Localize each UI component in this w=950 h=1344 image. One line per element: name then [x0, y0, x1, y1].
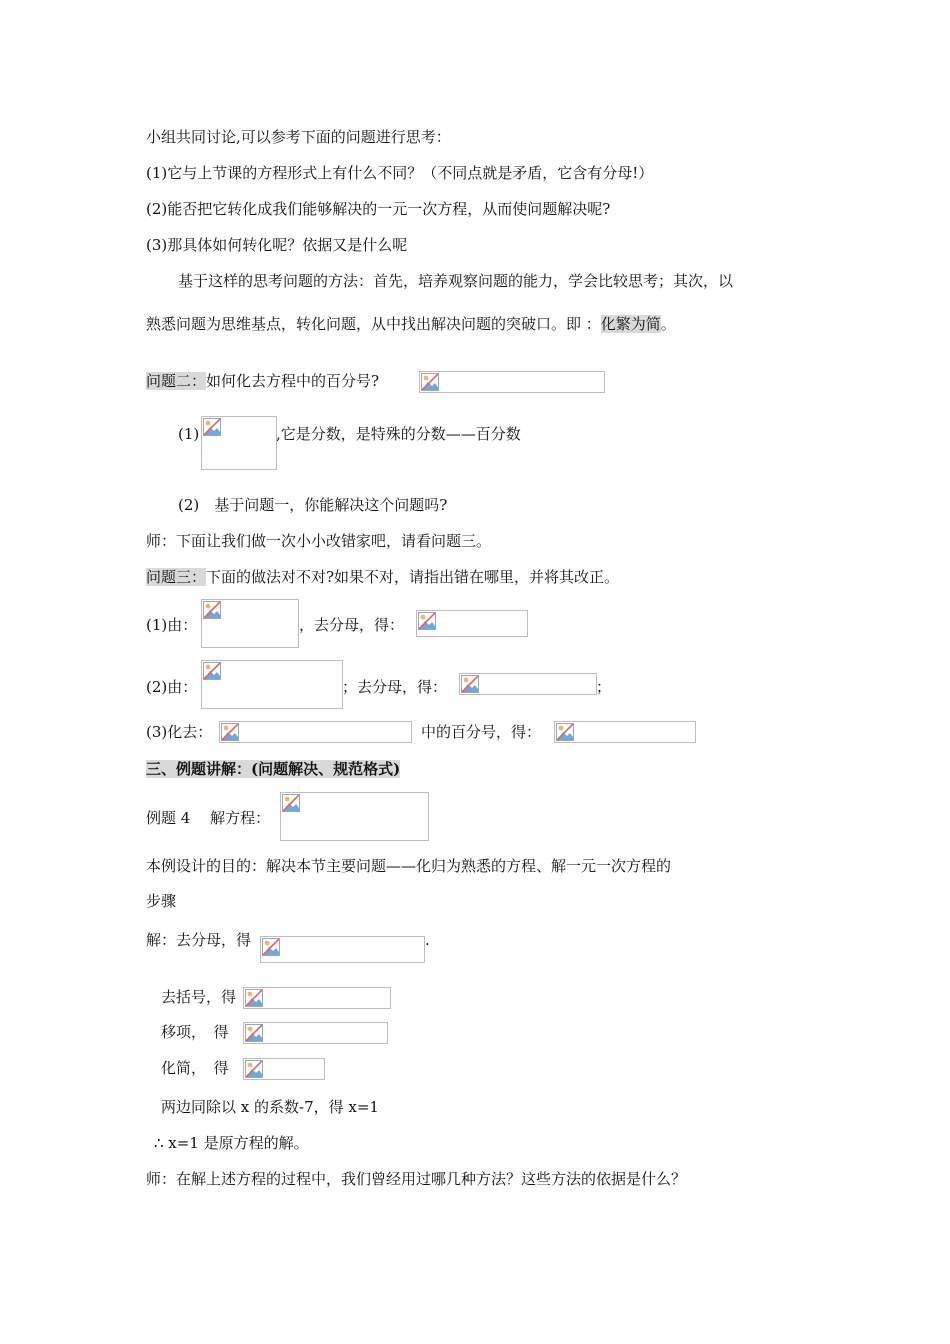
solution-step-5: 两边同除以 x 的系数-7，得 x=1 — [161, 1098, 379, 1116]
broken-image-icon — [243, 1058, 325, 1080]
question-3-row-3-mid: 中的百分号，得： — [421, 723, 542, 741]
example-purpose-line-1: 本例设计的目的：解决本节主要问题——化归为熟悉的方程、解一元一次方程的 — [146, 857, 672, 875]
broken-image-icon — [280, 792, 429, 841]
question-3-text: 下面的做法对不对?如果不对，请指出错在哪里，并将其改正。 — [206, 568, 620, 586]
teacher-line-1: 师：下面让我们做一次小小改错家吧，请看问题三。 — [146, 532, 492, 550]
question-3-line — [146, 566, 619, 588]
broken-image-icon — [243, 987, 391, 1009]
intro-line-2: (1)它与上节课的方程形式上有什么不同？（不同点就是矛盾，它含有分母!） — [146, 164, 654, 182]
solution-conclusion: ∴ x=1 是原方程的解。 — [154, 1134, 309, 1152]
intro-paragraph-line-1: 基于这样的思考问题的方法：首先，培养观察问题的能力，学会比较思考；其次，以 — [178, 272, 734, 290]
question-2-line — [146, 370, 379, 392]
solution-step-1: 解：去分母，得 — [146, 931, 252, 949]
highlight-phrase: 化繁为简 — [600, 315, 661, 333]
period: 。 — [660, 315, 676, 333]
broken-image-icon — [416, 610, 528, 637]
broken-image-icon — [459, 673, 597, 695]
solution-step-2: 去括号，得 — [161, 988, 237, 1006]
question-2-item-1-prefix: (1) — [178, 425, 200, 443]
question-2-item-2: (2) 基于问题一，你能解决这个问题吗? — [178, 496, 448, 514]
broken-image-icon — [243, 1022, 388, 1044]
intro-paragraph-text: 熟悉问题为思维基点，转化问题，从中找出解决问题的突破口。即 ： — [146, 315, 601, 333]
solution-step-3: 移项， 得 — [161, 1023, 229, 1041]
broken-image-icon — [201, 660, 343, 709]
broken-image-icon — [201, 416, 277, 470]
question-3-label: 问题三： — [146, 568, 207, 586]
solution-step-4: 化简， 得 — [161, 1059, 229, 1077]
question-2-text: 如何化去方程中的百分号? — [206, 372, 380, 390]
broken-image-icon — [201, 599, 299, 648]
broken-image-icon — [219, 721, 412, 743]
teacher-line-2: 师：在解上述方程的过程中，我们曾经用过哪几种方法？这些方法的依据是什么？ — [146, 1170, 687, 1188]
broken-image-icon — [554, 721, 696, 743]
question-3-row-1-prefix: (1)由： — [146, 616, 198, 634]
example-4-label: 例题 4 解方程： — [146, 809, 271, 827]
question-2-label: 问题二： — [146, 372, 207, 390]
question-2-item-1-text: ,它是分数，是特殊的分数——百分数 — [276, 425, 521, 443]
question-3-row-2-mid: ；去分母，得： — [342, 678, 448, 696]
question-3-row-2-end: ； — [596, 678, 612, 696]
intro-line-1: 小组共同讨论,可以参考下面的问题进行思考： — [146, 128, 451, 146]
intro-line-3: (2)能否把它转化成我们能够解决的一元一次方程，从而使问题解决呢? — [146, 200, 611, 218]
question-3-row-2-prefix: (2)由： — [146, 678, 198, 696]
broken-image-icon — [419, 371, 605, 393]
intro-line-4: (3)那具体如何转化呢？依据又是什么呢 — [146, 236, 408, 254]
section-3-heading — [146, 758, 400, 780]
question-3-row-3-prefix: (3)化去： — [146, 723, 213, 741]
solution-step-1-end: . — [425, 931, 430, 949]
broken-image-icon — [260, 936, 425, 963]
question-3-row-1-mid: ，去分母，得： — [299, 616, 405, 634]
intro-paragraph-line-2 — [146, 313, 676, 335]
example-purpose-line-2: 步骤 — [146, 892, 177, 910]
section-3-heading-text: 三、例题讲解：(问题解决、规范格式) — [146, 760, 401, 778]
